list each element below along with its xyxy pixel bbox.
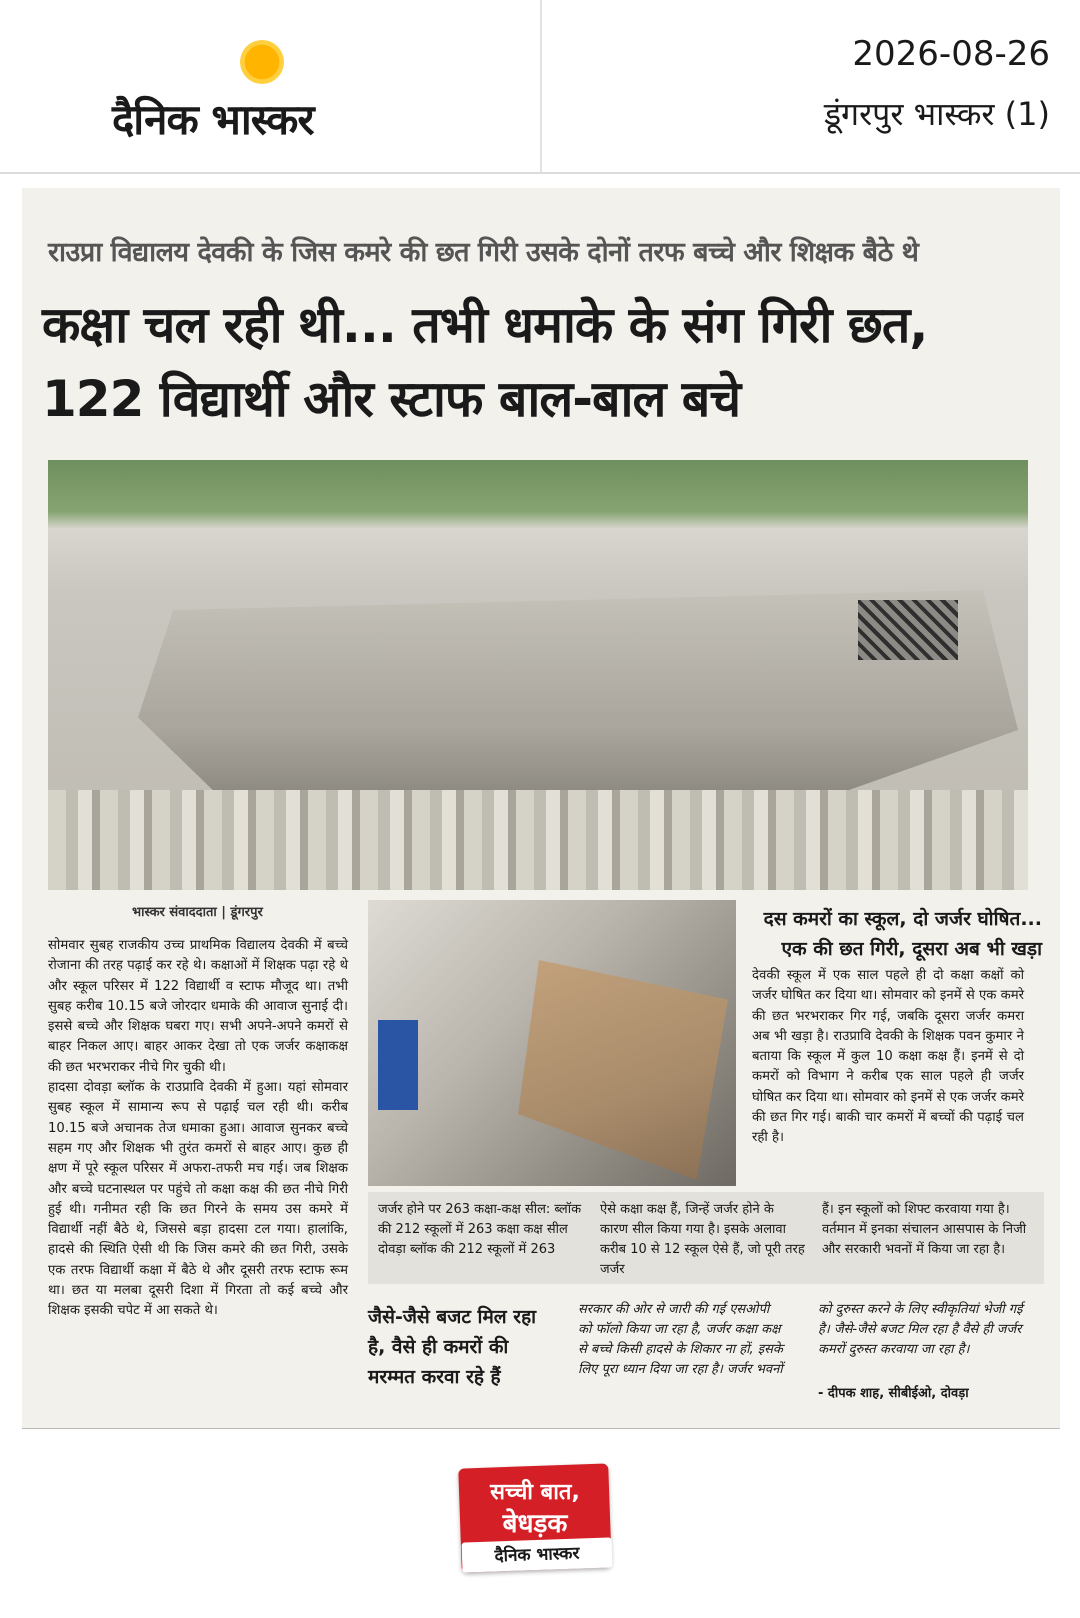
quote-attribution: - दीपक शाह, सीबीईओ, दोवड़ा (818, 1386, 969, 1401)
quote-column: सरकार की ओर से जारी की गई एसओपी को फॉलो किया जा रहा है, जर्जर कक्षा कक्ष से बच्चे किसी हादसे के शिकार ना हों, इसके लिए पूरा ध्यान दिया जा रहा है। जर्जर भवनों (578, 1302, 783, 1377)
header-divider (540, 0, 542, 172)
article-kicker: राउप्रा विद्यालय देवकी के जिस कमरे की छत गिरी उसके दोनों तरफ बच्चे और शिक्षक बैठे थे (48, 237, 919, 268)
side-heading: दस कमरों का स्कूल, दो जर्जर घोषित... एक की छत गिरी, दूसरा अब भी खड़ा (763, 908, 1042, 960)
pull-quote: जैसे-जैसे बजट मिल रहा है, वैसे ही कमरों की मरम्मत करवा रहे हैं (368, 1306, 537, 1388)
window-grill (858, 600, 958, 660)
quote-column: को दुरुस्त करने के लिए स्वीकृतियां भेजी गई है। जैसे-जैसे बजट मिल रहा है वैसे ही जर्जर कमरों दुरुस्त करवाया जा रहा है। (818, 1302, 1023, 1357)
clipping-bottom-rule (22, 1428, 1060, 1429)
sun-logo-icon (240, 40, 284, 84)
edition-date: 2026-08-26 (852, 34, 1050, 74)
roof-tiles (48, 790, 1028, 890)
article-headline: कक्षा चल रही थी... तभी धमाके के संग गिरी छत, 122 विद्यार्थी और स्टाफ बाल-बाल बचे (42, 296, 928, 428)
debris-photo (368, 900, 736, 1186)
info-column: हैं। इन स्कूलों को शिफ्ट करवाया गया है। वर्तमान में इनका संचालन आसपास के निजी और सरकारी भवनों में किया जा रहा है। (822, 1202, 1027, 1257)
newspaper-logo: दैनिक भास्कर (112, 95, 314, 144)
badge-line: बेधड़क (502, 1509, 568, 1539)
body-paragraph: हादसा दोवड़ा ब्लॉक के राउप्रावि देवकी में हुआ। यहां सोमवार सुबह स्कूल में सामान्य रूप से पढ़ाई चल रही थी। करीब 10.15 बजे अचानक तेज धमाका हुआ। आवाज सुनकर बच्चे सहम गए और शिक्षक भी तुरंत कमरों से बाहर आए। कुछ ही क्षण में पूरे स्कूल परिसर में अफरा-तफरी मच गई। जब शिक्षक और बच्चे घटनास्थल पर पहुंचे तो कक्षा कक्ष की छत नीचे गिरी हुई थी। गनीमत रही कि छत गिरने के समय उस कमरे में विद्यार्थी नहीं बैठे थे, जिससे बड़ा हादसा टल गया। हालांकि, हादसे की स्थिति ऐसी थी कि जिस कमरे की छत गिरी, उसके एक तरफ विद्यार्थी कक्षा में बैठे थे और दूसरी तरफ स्टाफ रूम था। छत या मलबा दूसरी दिशा में गिरता तो कई बच्चे और शिक्षक इसकी चपेट में आ सकते थे। (48, 1080, 348, 1319)
side-body: देवकी स्कूल में एक साल पहले ही दो कक्षा कक्षों को जर्जर घोषित कर दिया था। सोमवार को इनमें से एक कमरे की छत भरभराकर गिर गई, जबकि दूसरा जर्जर कमरा अब भी खड़ा है। राउप्रावि देवकी के शिक्षक पवन कुमार ने बताया कि स्कूल में कुल 10 कक्षा कक्ष हैं। इनमें से दो कमरों को विभाग ने करीब एक साल पहले ही जर्जर घोषित कर दिया था। सोमवार को इनमें से एक जर्जर कमरे की छत गिर गई। बाकी चार कमरों में बच्चों की पढ़ाई चल रही है। (752, 968, 1024, 1146)
collapsed-roof-photo (48, 460, 1028, 890)
info-column: जर्जर होने पर 263 कक्षा-कक्ष सील: ब्लॉक की 212 स्कूलों में 263 कक्षा कक्ष सील दोवड़ा ब्लॉक की 212 स्कूलों में 263 (378, 1202, 582, 1257)
edition-name: डूंगरपुर भास्कर (1) (823, 95, 1050, 133)
blue-door (378, 1020, 418, 1110)
article-body (48, 936, 348, 1322)
badge-logo: दैनिक भास्कर (462, 1537, 613, 1572)
photo-credit: भास्कर संवाददाता | डूंगरपुर (132, 905, 263, 920)
body-paragraph: सोमवार सुबह राजकीय उच्च प्राथमिक विद्यालय देवकी में बच्चे रोजाना की तरह पढ़ाई कर रहे थे। कक्षाओं में शिक्षक पढ़ा रहे थे और स्कूल परिसर में 122 विद्यार्थी व स्टाफ मौजूद था। तभी सुबह करीब 10.15 बजे जोरदार धमाके की आवाज सुनाई दी। इससे बच्चे और शिक्षक घबरा गए। सभी अपने-अपने कमरों से बाहर निकल आए। बाहर आकर देखा तो एक जर्जर कक्षाकक्ष की छत भरभराकर नीचे गिर चुकी थी। (48, 938, 348, 1075)
badge-line: सच्ची बात, (490, 1480, 580, 1505)
info-column: ऐसे कक्षा कक्ष हैं, जिन्हें जर्जर होने के कारण सील किया गया है। इसके अलावा करीब 10 से 12 स्कूल ऐसे हैं, जो पूरी तरह जर्जर (600, 1202, 805, 1277)
fallen-slab (518, 960, 728, 1180)
